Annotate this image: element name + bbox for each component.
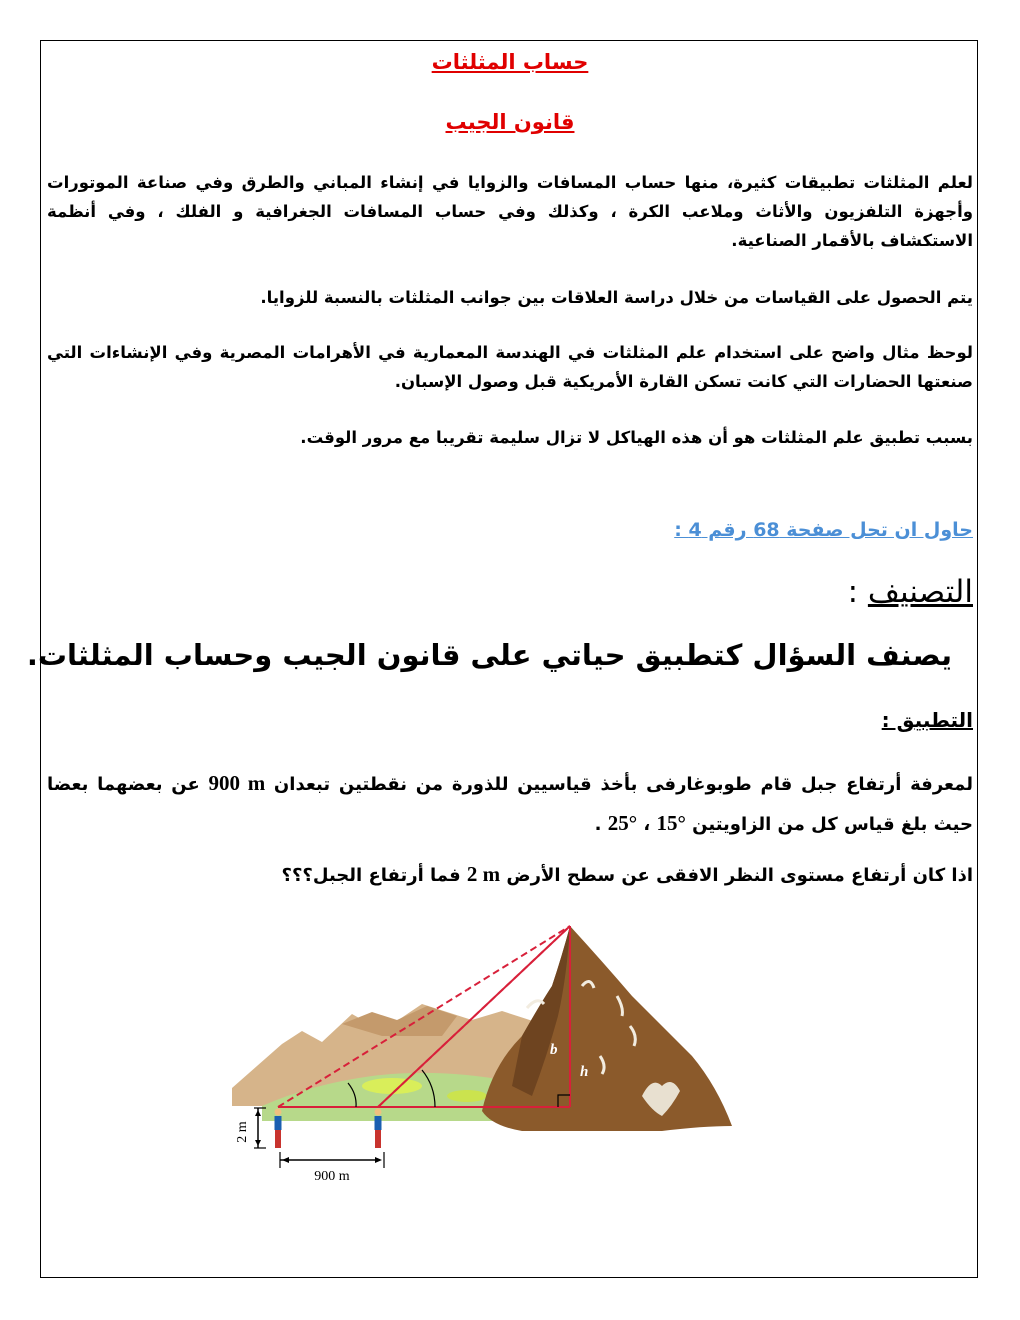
classification-colon: : (847, 574, 868, 610)
main-title: حساب المثلثات (431, 50, 589, 74)
question-text-2: فما أرتفاع الجبل؟؟؟ (281, 865, 467, 886)
height-arrow-up (255, 1110, 261, 1116)
example-paragraph: لوحظ مثال واضح على استخدام علم المثلثات في الهندسة المعمارية في الأهرامات المصرية وفي الإنشاءات التي صنعتها الحضارات التي كانت تسكن القارة الأمريكية قبل وصول الإسبان. (47, 343, 973, 391)
problem-text-1: لمعرفة أرتفاع جبل قام طوبوغارفى بأخذ قياسيين للذورة من نقطتين تبعدان (265, 774, 974, 795)
sentence-end: . (594, 814, 608, 835)
classification-heading (848, 574, 973, 610)
problem-text-2: عن بعضهما بعضا حيث بلغ قياس كل من الزاويتين (47, 774, 973, 835)
application-heading: التطبيق : (881, 708, 973, 732)
classification-text: يصنف السؤال كتطبيق حياتي على قانون الجيب وحساب المثلثات. (26, 638, 952, 672)
distance-arrow-right (375, 1157, 382, 1163)
question-paragraph (47, 856, 973, 894)
problem-paragraph (47, 764, 973, 844)
label-b: b (550, 1042, 558, 1058)
label-h: h (580, 1064, 589, 1080)
grass-patch-1 (362, 1078, 422, 1094)
observer-2 (375, 1109, 382, 1149)
observer-1 (275, 1109, 282, 1149)
eye-height-value: 2 m (466, 862, 501, 886)
distance-arrow-left (282, 1157, 289, 1163)
measurements-paragraph: يتم الحصول على القياسات من خلال دراسة العلاقات بين جوانب المثلثات بالنسبة للزوايا. (260, 288, 973, 307)
angle-2: 25° (607, 811, 638, 835)
distance-value: 900 m (208, 771, 266, 795)
angle-1: 15° (656, 811, 686, 835)
label-900m: 900 m (314, 1169, 350, 1184)
question-text-1: اذا كان أرتفاع مستوى النظر الافقى عن سطح الأرض (500, 865, 973, 886)
grass-patch-2 (447, 1090, 487, 1102)
sub-title: قانون الجيب (445, 110, 575, 134)
classification-label: التصنيف (867, 574, 973, 610)
reason-paragraph: بسبب تطبيق علم المثلثات هو أن هذه الهياكل لا تزال سليمة تقريبا مع مرور الوقت. (300, 428, 973, 447)
mountain-figure (222, 916, 742, 1186)
try-heading: حاول ان تحل صفحة 68 رقم 4 : (674, 519, 973, 541)
intro-paragraph: لعلم المثلثات تطبيقات كثيرة، منها حساب المسافات والزوايا في إنشاء المباني والطرق وفي صناعة الموتورات وأجهزة التلفزيون والأثاث وملاعب الكرة ، وكذلك وفي حساب المسافات الجغرافية و الفلك ، وفي أنظمة الاستكشاف بالأقمار الصناعية. (47, 173, 973, 250)
angle-separator: ، (637, 814, 657, 835)
label-2m: 2 m (235, 1121, 250, 1143)
height-arrow-down (255, 1140, 261, 1146)
